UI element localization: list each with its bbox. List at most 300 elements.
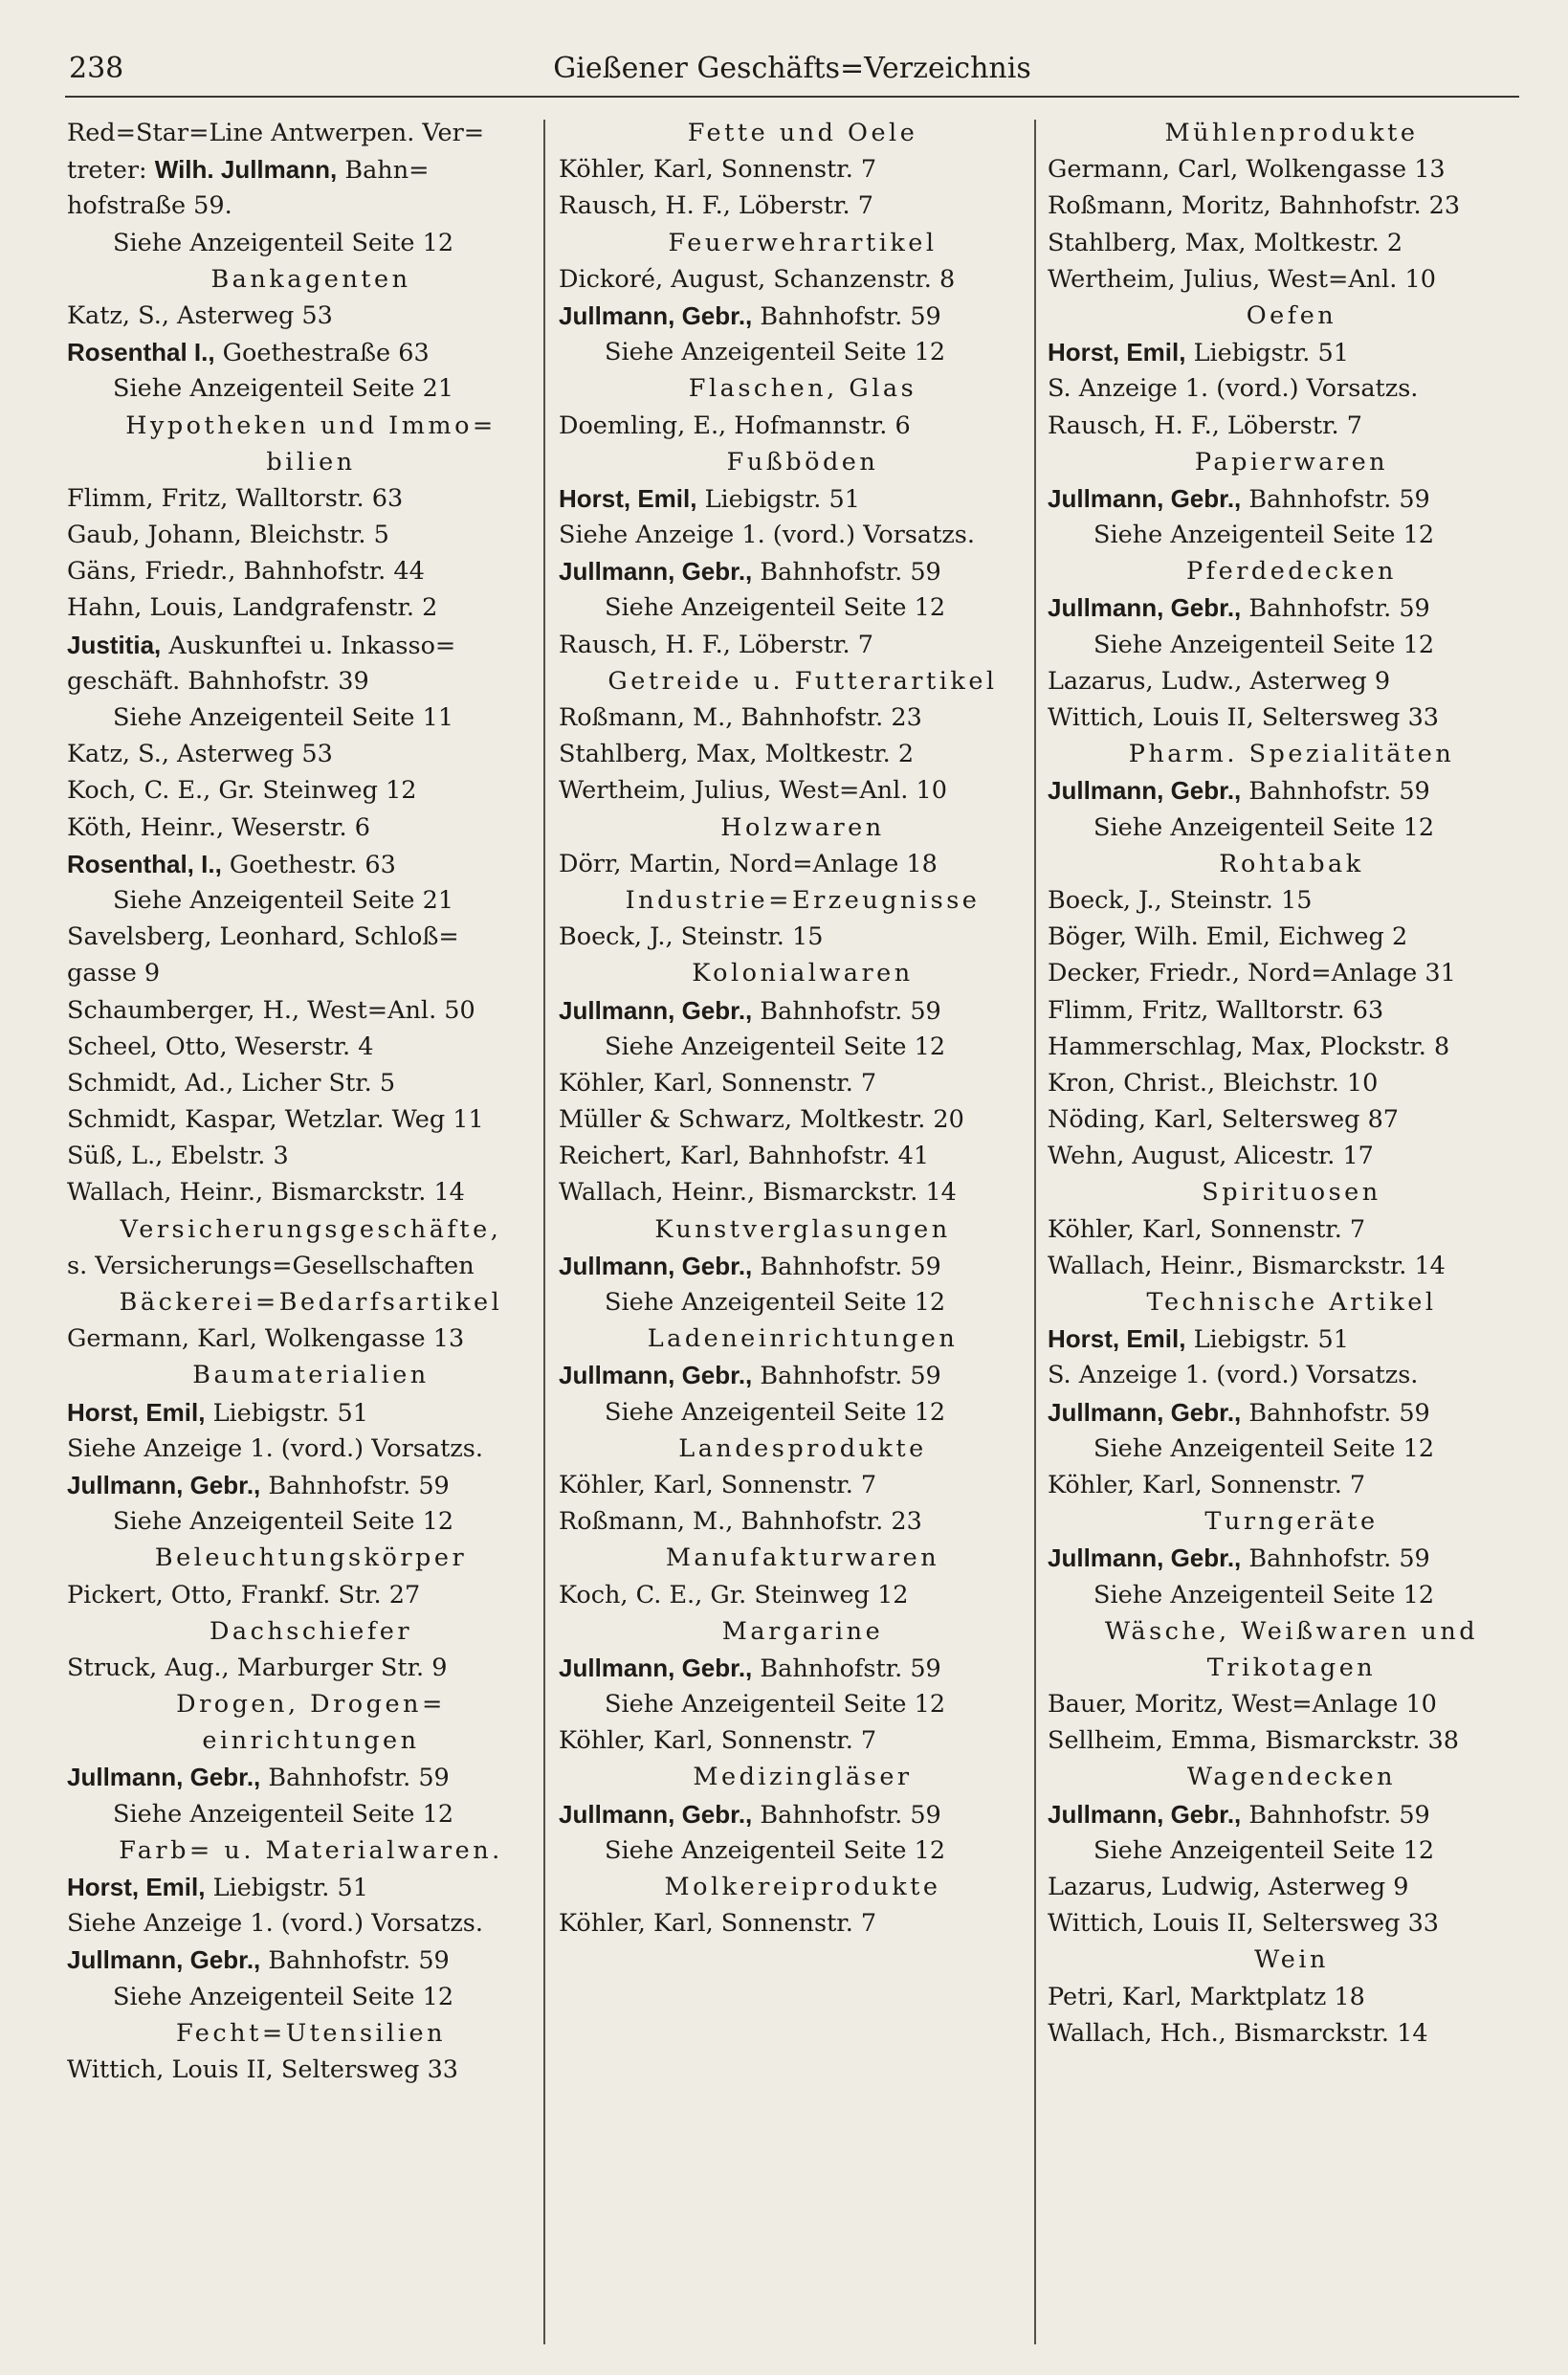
entry-text: einrichtungen bbox=[202, 1726, 420, 1756]
entry-text: Boeck, J., Steinstr. 15 bbox=[1048, 885, 1313, 915]
directory-entry bbox=[1048, 955, 1535, 991]
directory-entry bbox=[559, 1467, 1047, 1503]
directory-entry bbox=[67, 151, 555, 188]
entry-text: Scheel, Otto, Weserstr. 4 bbox=[67, 1032, 374, 1061]
directory-entry bbox=[559, 1650, 1047, 1686]
entry-text: Boeck, J., Steinstr. 15 bbox=[559, 922, 824, 952]
directory-entry bbox=[1048, 699, 1535, 736]
section-heading bbox=[1048, 1503, 1535, 1540]
directory-entry bbox=[559, 846, 1047, 882]
entry-text: S. Anzeige 1. (vord.) Vorsatzs. bbox=[1048, 1361, 1419, 1390]
entry-text: Wallach, Heinr., Bismarckstr. 14 bbox=[1048, 1251, 1446, 1280]
section-heading bbox=[1048, 298, 1535, 334]
directory-entry bbox=[67, 188, 555, 224]
directory-entry bbox=[1048, 1905, 1535, 1942]
ad-reference bbox=[67, 1979, 555, 2015]
entry-text: Katz, S., Asterweg 53 bbox=[67, 740, 333, 769]
directory-entry bbox=[559, 1796, 1047, 1832]
directory-entry bbox=[559, 1577, 1047, 1613]
section-heading bbox=[559, 1759, 1047, 1795]
section-heading bbox=[559, 810, 1047, 846]
ad-reference bbox=[1048, 517, 1535, 553]
entry-address: Bahnhofstr. 59 bbox=[1241, 594, 1430, 624]
entry-text: Wittich, Louis II, Seltersweg 33 bbox=[1048, 703, 1440, 732]
directory-entry bbox=[67, 846, 555, 882]
directory-entry bbox=[559, 1065, 1047, 1101]
section-heading bbox=[559, 1321, 1047, 1357]
entry-address: Goethestraße 63 bbox=[214, 339, 430, 368]
column-left bbox=[67, 115, 555, 2349]
ad-reference bbox=[559, 334, 1047, 370]
directory-entry bbox=[1048, 1029, 1535, 1065]
section-heading bbox=[559, 882, 1047, 919]
section-heading bbox=[559, 1613, 1047, 1650]
section-heading bbox=[1048, 846, 1535, 882]
section-heading bbox=[67, 1357, 555, 1393]
directory-entry bbox=[559, 699, 1047, 736]
directory-entry bbox=[67, 1029, 555, 1065]
directory-entry bbox=[67, 955, 555, 991]
entry-text: Siehe Anzeigenteil Seite 12 bbox=[1093, 521, 1435, 550]
directory-entry bbox=[67, 115, 555, 151]
directory-entry bbox=[559, 1722, 1047, 1759]
entry-text: Siehe Anzeige 1. (vord.) Vorsatzs. bbox=[67, 1909, 483, 1939]
entry-text: Flimm, Fritz, Walltorstr. 63 bbox=[67, 483, 404, 513]
directory-entry bbox=[1048, 1357, 1535, 1393]
section-heading bbox=[559, 955, 1047, 991]
entry-text: Siehe Anzeigenteil Seite 12 bbox=[605, 593, 946, 623]
section-heading bbox=[559, 1869, 1047, 1905]
entry-text: Trikotagen bbox=[1206, 1653, 1377, 1682]
directory-entry bbox=[1048, 992, 1535, 1029]
directory-entry bbox=[559, 261, 1047, 298]
entry-text: Schaumberger, H., West=Anl. 50 bbox=[67, 995, 475, 1025]
directory-entry bbox=[1048, 1540, 1535, 1576]
section-heading bbox=[67, 1832, 555, 1869]
entry-text: Lazarus, Ludwig, Asterweg 9 bbox=[1048, 1873, 1409, 1901]
entry-text: Schmidt, Kaspar, Wetzlar. Weg 11 bbox=[67, 1105, 484, 1135]
directory-entry bbox=[1048, 408, 1535, 444]
entry-text: Wagendecken bbox=[1186, 1763, 1397, 1792]
directory-entry bbox=[1048, 1065, 1535, 1101]
directory-entry bbox=[559, 188, 1047, 224]
entry-address: Auskunftei u. Inkasso= bbox=[161, 631, 456, 660]
section-heading bbox=[1048, 1613, 1535, 1650]
entry-text: Germann, Karl, Wolkengasse 13 bbox=[67, 1324, 465, 1354]
section-heading bbox=[1048, 736, 1535, 772]
ad-reference bbox=[67, 699, 555, 736]
entry-text: Siehe Anzeigenteil Seite 12 bbox=[113, 1507, 454, 1537]
entry-text: Flaschen, Glas bbox=[688, 374, 917, 404]
entry-text: Manufakturwaren bbox=[665, 1543, 940, 1573]
directory-entry bbox=[67, 736, 555, 772]
column-middle bbox=[559, 115, 1047, 2349]
entry-text: Ladeneinrichtungen bbox=[647, 1324, 959, 1354]
entry-text: geschäft. Bahnhofstr. 39 bbox=[67, 666, 369, 696]
directory-entry bbox=[67, 334, 555, 370]
section-heading bbox=[1048, 1759, 1535, 1795]
directory-entry bbox=[67, 1650, 555, 1686]
ad-reference bbox=[559, 1686, 1047, 1722]
directory-entry bbox=[1048, 1869, 1535, 1905]
entry-text: Technische Artikel bbox=[1146, 1288, 1437, 1317]
entry-text: Mühlenprodukte bbox=[1164, 119, 1419, 147]
business-name: Jullmann, Gebr., bbox=[67, 1945, 261, 1975]
section-heading bbox=[67, 408, 555, 444]
entry-text: Köhler, Karl, Sonnenstr. 7 bbox=[559, 1909, 877, 1939]
business-name: Jullmann, Gebr., bbox=[559, 995, 753, 1025]
directory-entry bbox=[67, 1467, 555, 1503]
entry-text: bilien bbox=[266, 447, 356, 477]
business-name: Jullmann, Gebr., bbox=[1048, 1799, 1242, 1829]
section-heading bbox=[67, 2015, 555, 2052]
entry-text: Stahlberg, Max, Moltkestr. 2 bbox=[559, 740, 915, 769]
section-heading bbox=[67, 1722, 555, 1759]
entry-text: Wallach, Hch., Bismarckstr. 14 bbox=[1048, 2018, 1428, 2048]
page-number: 238 bbox=[69, 52, 124, 85]
entry-address: Liebigstr. 51 bbox=[1185, 339, 1349, 368]
entry-text: Wittich, Louis II, Seltersweg 33 bbox=[1048, 1909, 1440, 1939]
ad-reference bbox=[67, 370, 555, 407]
directory-entry bbox=[67, 1101, 555, 1138]
entry-text: Pharm. Spezialitäten bbox=[1128, 740, 1455, 769]
directory-entry bbox=[559, 480, 1047, 517]
entry-text: Schmidt, Ad., Licher Str. 5 bbox=[67, 1068, 396, 1098]
section-heading bbox=[1048, 1174, 1535, 1210]
column-right bbox=[1048, 115, 1535, 2349]
entry-text: Industrie=Erzeugnisse bbox=[625, 885, 981, 915]
entry-text: Köth, Heinr., Weserstr. 6 bbox=[67, 812, 370, 842]
directory-entry bbox=[559, 627, 1047, 663]
entry-text: Siehe Anzeigenteil Seite 12 bbox=[605, 338, 946, 367]
business-name: Jullmann, Gebr., bbox=[559, 1799, 753, 1829]
entry-text: Siehe Anzeigenteil Seite 11 bbox=[113, 703, 454, 732]
directory-entry bbox=[559, 1138, 1047, 1174]
entry-address: Liebigstr. 51 bbox=[205, 1398, 368, 1428]
directory-entry bbox=[1048, 151, 1535, 188]
entry-text: Fecht=Utensilien bbox=[175, 2018, 447, 2048]
ad-reference bbox=[1048, 1832, 1535, 1869]
entry-text: Wittich, Louis II, Seltersweg 33 bbox=[67, 2054, 459, 2084]
entry-text: Holzwaren bbox=[720, 812, 885, 842]
ad-reference bbox=[559, 1029, 1047, 1065]
directory-entry bbox=[67, 1431, 555, 1467]
ad-reference bbox=[1048, 1431, 1535, 1467]
entry-text: Dörr, Martin, Nord=Anlage 18 bbox=[559, 849, 938, 878]
entry-text: Süß, L., Ebelstr. 3 bbox=[67, 1142, 289, 1171]
entry-text: Siehe Anzeigenteil Seite 12 bbox=[1093, 1433, 1435, 1463]
directory-entry bbox=[1048, 1211, 1535, 1248]
entry-address: Bahnhofstr. 59 bbox=[752, 1252, 941, 1281]
directory-entry bbox=[559, 1174, 1047, 1210]
directory-entry bbox=[1048, 2015, 1535, 2052]
entry-text: Molkereiprodukte bbox=[664, 1873, 941, 1901]
directory-entry bbox=[67, 1577, 555, 1613]
entry-text: Gaub, Johann, Bleichstr. 5 bbox=[67, 521, 389, 550]
entry-text: Böger, Wilh. Emil, Eichweg 2 bbox=[1048, 922, 1408, 952]
entry-text: Germann, Carl, Wolkengasse 13 bbox=[1048, 155, 1446, 185]
entry-text: Reichert, Karl, Bahnhofstr. 41 bbox=[559, 1142, 930, 1171]
entry-text: Stahlberg, Max, Moltkestr. 2 bbox=[1048, 228, 1403, 257]
directory-entry bbox=[1048, 919, 1535, 955]
entry-text: Struck, Aug., Marburger Str. 9 bbox=[67, 1653, 448, 1682]
page-header bbox=[65, 50, 1519, 98]
entry-text: Landesprodukte bbox=[678, 1433, 927, 1463]
entry-text: Kolonialwaren bbox=[692, 959, 914, 988]
entry-text: hofstraße 59. bbox=[67, 191, 232, 221]
entry-text: Siehe Anzeigenteil Seite 12 bbox=[605, 1288, 946, 1317]
directory-entry bbox=[559, 1248, 1047, 1284]
ad-reference bbox=[67, 1503, 555, 1540]
section-heading bbox=[559, 1540, 1047, 1576]
directory-entry bbox=[67, 1759, 555, 1795]
directory-entry bbox=[559, 919, 1047, 955]
section-heading bbox=[559, 115, 1047, 151]
ad-reference bbox=[559, 1832, 1047, 1869]
directory-entry bbox=[67, 663, 555, 699]
entry-address: Bahnhofstr. 59 bbox=[1241, 1800, 1430, 1830]
entry-text: Siehe Anzeigenteil Seite 12 bbox=[113, 228, 454, 257]
entry-text: Müller & Schwarz, Moltkestr. 20 bbox=[559, 1105, 964, 1135]
ad-reference bbox=[1048, 627, 1535, 663]
entry-text: Drogen, Drogen= bbox=[176, 1690, 446, 1720]
directory-entry bbox=[1048, 370, 1535, 407]
running-title: Gießener Geschäfts=Verzeichnis bbox=[553, 52, 1031, 85]
directory-entry bbox=[67, 810, 555, 846]
entry-address: Bahnhofstr. 59 bbox=[752, 996, 941, 1026]
business-name: Jullmann, Gebr., bbox=[67, 1470, 261, 1499]
entry-text: Katz, S., Asterweg 53 bbox=[67, 300, 333, 330]
directory-entry bbox=[559, 553, 1047, 589]
section-heading bbox=[559, 1211, 1047, 1248]
section-heading bbox=[1048, 115, 1535, 151]
directory-entry bbox=[67, 919, 555, 955]
entry-text: Farb= u. Materialwaren. bbox=[119, 1835, 503, 1865]
entry-address: Bahnhofstr. 59 bbox=[1241, 484, 1430, 514]
business-name: Wilh. Jullmann, bbox=[154, 155, 338, 185]
ad-reference bbox=[559, 1394, 1047, 1431]
directory-entry bbox=[67, 2052, 555, 2088]
entry-text: Pickert, Otto, Frankf. Str. 27 bbox=[67, 1580, 421, 1609]
entry-text: Wertheim, Julius, West=Anl. 10 bbox=[559, 776, 947, 806]
entry-address: Goethestr. 63 bbox=[221, 850, 396, 879]
section-heading bbox=[67, 1613, 555, 1650]
directory-entry bbox=[67, 589, 555, 626]
entry-text: s. Versicherungs=Gesellschaften bbox=[67, 1251, 475, 1280]
entry-text: Siehe Anzeige 1. (vord.) Vorsatzs. bbox=[67, 1433, 483, 1463]
directory-entry bbox=[67, 553, 555, 589]
entry-text: Wertheim, Julius, West=Anl. 10 bbox=[1048, 264, 1436, 294]
entry-text: Roßmann, M., Bahnhofstr. 23 bbox=[559, 1507, 922, 1537]
directory-entry bbox=[559, 1357, 1047, 1393]
entry-text: Spirituosen bbox=[1202, 1178, 1381, 1208]
section-heading bbox=[67, 1211, 555, 1248]
entry-address: Liebigstr. 51 bbox=[205, 1874, 368, 1902]
entry-text: Siehe Anzeigenteil Seite 12 bbox=[605, 1835, 946, 1865]
section-heading bbox=[67, 444, 555, 480]
business-name: Jullmann, Gebr., bbox=[559, 557, 753, 587]
entry-text: Versicherungsgeschäfte, bbox=[120, 1214, 502, 1244]
entry-text: Siehe Anzeigenteil Seite 12 bbox=[1093, 1580, 1435, 1609]
business-name: Jullmann, Gebr., bbox=[559, 300, 753, 330]
directory-entry bbox=[1048, 261, 1535, 298]
entry-text: Medizingläser bbox=[693, 1763, 913, 1792]
directory-entry bbox=[67, 1942, 555, 1978]
directory-entry bbox=[559, 408, 1047, 444]
ad-reference bbox=[1048, 810, 1535, 846]
directory-entry bbox=[559, 772, 1047, 809]
entry-address: Bahnhofstr. 59 bbox=[752, 1362, 941, 1391]
entry-text: Siehe Anzeigenteil Seite 12 bbox=[1093, 812, 1435, 842]
entry-text: Köhler, Karl, Sonnenstr. 7 bbox=[559, 1726, 877, 1756]
entry-text: Decker, Friedr., Nord=Anlage 31 bbox=[1048, 959, 1456, 988]
ad-reference bbox=[67, 225, 555, 261]
directory-entry bbox=[67, 480, 555, 517]
directory-entry bbox=[559, 1905, 1047, 1942]
directory-entry bbox=[1048, 1248, 1535, 1284]
entry-text: Koch, C. E., Gr. Steinweg 12 bbox=[67, 776, 417, 806]
directory-entry bbox=[1048, 772, 1535, 809]
entry-text: Koch, C. E., Gr. Steinweg 12 bbox=[559, 1580, 909, 1609]
entry-text: Feuerwehrartikel bbox=[668, 228, 938, 257]
entry-address: Bahnhofstr. 59 bbox=[1241, 777, 1430, 807]
entry-text: Fette und Oele bbox=[687, 119, 918, 147]
directory-entry bbox=[67, 1321, 555, 1357]
section-heading bbox=[1048, 1284, 1535, 1321]
directory-entry bbox=[67, 517, 555, 553]
entry-text: S. Anzeige 1. (vord.) Vorsatzs. bbox=[1048, 374, 1419, 404]
entry-text: Hammerschlag, Max, Plockstr. 8 bbox=[1048, 1032, 1450, 1061]
directory-entry bbox=[1048, 188, 1535, 224]
entry-text: Oefen bbox=[1246, 300, 1337, 330]
entry-text: Siehe Anzeigenteil Seite 21 bbox=[113, 374, 454, 404]
entry-address: Bahnhofstr. 59 bbox=[752, 1800, 941, 1830]
business-name: Rosenthal, I., bbox=[67, 849, 222, 878]
section-heading bbox=[1048, 1942, 1535, 1978]
section-heading bbox=[67, 261, 555, 298]
ad-reference bbox=[1048, 1577, 1535, 1613]
entry-text: Köhler, Karl, Sonnenstr. 7 bbox=[559, 155, 877, 185]
directory-entry bbox=[1048, 334, 1535, 370]
entry-text: Roßmann, M., Bahnhofstr. 23 bbox=[559, 703, 922, 732]
entry-text: Bäckerei=Bedarfsartikel bbox=[119, 1288, 503, 1317]
entry-text: Rausch, H. F., Löberstr. 7 bbox=[559, 191, 873, 221]
section-heading bbox=[67, 1540, 555, 1576]
entry-text: Siehe Anzeigenteil Seite 12 bbox=[1093, 630, 1435, 659]
entry-text: Siehe Anzeigenteil Seite 12 bbox=[1093, 1835, 1435, 1865]
directory-entry bbox=[67, 1174, 555, 1210]
directory-entry bbox=[559, 517, 1047, 553]
entry-text: Köhler, Karl, Sonnenstr. 7 bbox=[559, 1068, 877, 1098]
entry-text: Köhler, Karl, Sonnenstr. 7 bbox=[1048, 1214, 1366, 1244]
entry-text: Kron, Christ., Bleichstr. 10 bbox=[1048, 1068, 1379, 1098]
business-name: Jullmann, Gebr., bbox=[559, 1251, 753, 1280]
entry-text: Pferdedecken bbox=[1186, 557, 1397, 587]
entry-text: Wallach, Heinr., Bismarckstr. 14 bbox=[559, 1178, 957, 1208]
entry-text: Siehe Anzeigenteil Seite 12 bbox=[605, 1397, 946, 1427]
entry-address: Bahnhofstr. 59 bbox=[752, 558, 941, 588]
entry-text: Dachschiefer bbox=[209, 1616, 413, 1646]
business-name: Horst, Emil, bbox=[559, 483, 697, 513]
business-name: Rosenthal I., bbox=[67, 338, 215, 367]
entry-text: Petri, Karl, Marktplatz 18 bbox=[1048, 1982, 1365, 2011]
entry-text: Siehe Anzeigenteil Seite 12 bbox=[605, 1032, 946, 1061]
directory-entry bbox=[67, 1065, 555, 1101]
entry-address: Bahn= bbox=[337, 156, 430, 186]
entry-text: Köhler, Karl, Sonnenstr. 7 bbox=[1048, 1470, 1366, 1499]
directory-entry bbox=[1048, 589, 1535, 626]
directory-entry bbox=[1048, 1686, 1535, 1722]
entry-text: treter: bbox=[67, 156, 155, 186]
business-name: Horst, Emil, bbox=[67, 1873, 206, 1901]
entry-address: Bahnhofstr. 59 bbox=[260, 1764, 450, 1793]
entry-text: Sellheim, Emma, Bismarckstr. 38 bbox=[1048, 1726, 1459, 1756]
entry-text: Fußböden bbox=[726, 447, 879, 477]
entry-text: Rausch, H. F., Löberstr. 7 bbox=[559, 630, 873, 659]
entry-text: Dickoré, August, Schanzenstr. 8 bbox=[559, 264, 956, 294]
entry-text: Siehe Anzeigenteil Seite 21 bbox=[113, 885, 454, 915]
business-name: Jullmann, Gebr., bbox=[1048, 1543, 1242, 1573]
entry-text: Köhler, Karl, Sonnenstr. 7 bbox=[559, 1470, 877, 1499]
entry-text: Beleuchtungskörper bbox=[154, 1543, 468, 1573]
directory-entry bbox=[1048, 1101, 1535, 1138]
business-name: Jullmann, Gebr., bbox=[1048, 483, 1242, 513]
section-heading bbox=[559, 370, 1047, 407]
business-name: Jullmann, Gebr., bbox=[559, 1361, 753, 1390]
entry-text: Hypotheken und Immo= bbox=[125, 411, 497, 440]
ad-reference bbox=[67, 882, 555, 919]
directory-entry bbox=[559, 1503, 1047, 1540]
entry-text: gasse 9 bbox=[67, 959, 161, 988]
entry-text: Siehe Anzeigenteil Seite 12 bbox=[113, 1799, 454, 1829]
business-name: Jullmann, Gebr., bbox=[559, 1653, 753, 1682]
directory-entry bbox=[1048, 1796, 1535, 1832]
entry-address: Bahnhofstr. 59 bbox=[260, 1946, 450, 1976]
section-heading bbox=[1048, 553, 1535, 589]
directory-entry bbox=[1048, 1722, 1535, 1759]
ad-reference bbox=[559, 1284, 1047, 1321]
business-name: Jullmann, Gebr., bbox=[1048, 593, 1242, 623]
entry-address: Liebigstr. 51 bbox=[1185, 1325, 1349, 1355]
entry-text: Siehe Anzeigenteil Seite 12 bbox=[113, 1982, 454, 2011]
business-name: Horst, Emil, bbox=[67, 1397, 206, 1427]
entry-text: Bankagenten bbox=[210, 264, 411, 294]
section-heading bbox=[559, 663, 1047, 699]
entry-text: Savelsberg, Leonhard, Schloß= bbox=[67, 922, 459, 952]
directory-entry bbox=[1048, 225, 1535, 261]
directory-entry bbox=[1048, 1394, 1535, 1431]
entry-text: Turngeräte bbox=[1204, 1507, 1379, 1537]
entry-text: Papierwaren bbox=[1194, 447, 1389, 477]
entry-text: Wehn, August, Alicestr. 17 bbox=[1048, 1142, 1374, 1171]
entry-text: Hahn, Louis, Landgrafenstr. 2 bbox=[67, 593, 438, 623]
entry-address: Bahnhofstr. 59 bbox=[1241, 1544, 1430, 1574]
entry-text: Bauer, Moritz, West=Anlage 10 bbox=[1048, 1690, 1437, 1720]
directory-entry bbox=[1048, 1321, 1535, 1357]
directory-entry bbox=[559, 992, 1047, 1029]
entry-text: Baumaterialien bbox=[192, 1361, 430, 1390]
section-heading bbox=[559, 1431, 1047, 1467]
directory-entry bbox=[1048, 1138, 1535, 1174]
entry-address: Bahnhofstr. 59 bbox=[752, 1654, 941, 1683]
entry-text: Rausch, H. F., Löberstr. 7 bbox=[1048, 411, 1362, 440]
entry-text: Flimm, Fritz, Walltorstr. 63 bbox=[1048, 995, 1384, 1025]
directory-entry bbox=[67, 772, 555, 809]
entry-text: Roßmann, Moritz, Bahnhofstr. 23 bbox=[1048, 191, 1461, 221]
section-heading bbox=[559, 444, 1047, 480]
entry-text: Nöding, Karl, Seltersweg 87 bbox=[1048, 1105, 1400, 1135]
section-heading bbox=[67, 1284, 555, 1321]
